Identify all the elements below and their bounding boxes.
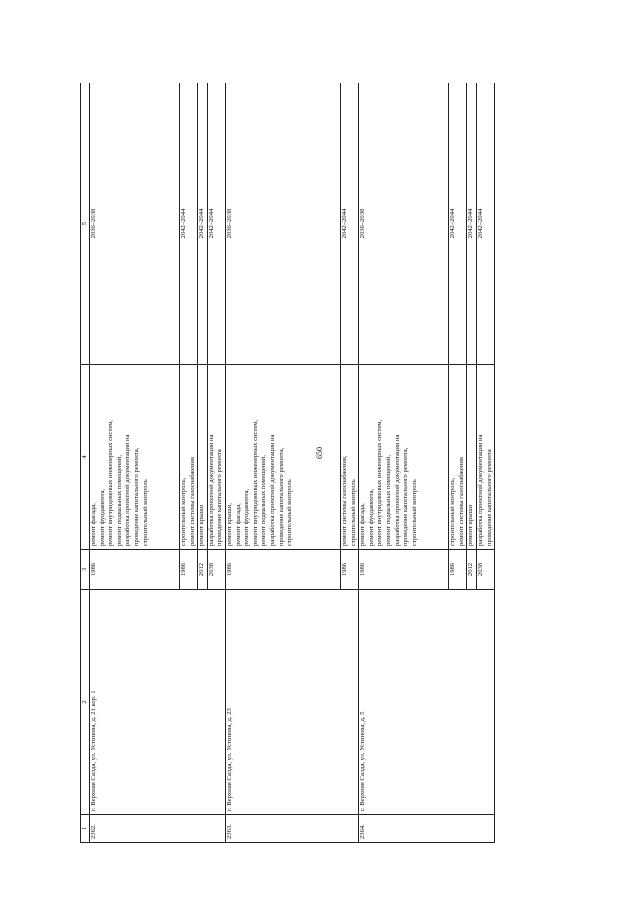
- work-item: разработка проектной документации на: [393, 434, 401, 546]
- period-cell: 2042–2044: [340, 83, 358, 365]
- work-item: ремонт системы газоснабжения,: [340, 455, 348, 546]
- period-cell: 2042–2044: [449, 83, 467, 365]
- work-item: строительный контроль,: [449, 477, 457, 546]
- period-cell: 2042–2044: [207, 83, 225, 365]
- work-item: ремонт крыши: [467, 504, 475, 546]
- row-number: 2363.: [225, 815, 358, 843]
- year-cell: 1986: [449, 550, 467, 590]
- year-cell: 2012: [198, 550, 208, 590]
- row-number: 2362.: [90, 815, 226, 843]
- work-item: строительный контроль: [349, 479, 357, 546]
- work-item: ремонт фасада,: [234, 503, 242, 546]
- work-item: разработка проектной документации на: [268, 434, 276, 546]
- address-cell: г. Верхняя Салда, ул. Устинова, д. 5: [359, 590, 495, 815]
- work-item: проведение капитального ремонта,: [277, 447, 285, 546]
- table-body: [90, 83, 495, 843]
- work-item: разработка проектной документации на: [207, 434, 215, 546]
- period-cell: 2042–2044: [180, 83, 198, 365]
- work-item: ремонт подвальных помещений,: [115, 455, 123, 546]
- year-cell: 1986: [225, 550, 340, 590]
- work-item: ремонт системы газоснабжения: [457, 457, 465, 546]
- rotated-table-wrapper: [80, 83, 520, 843]
- year-cell: 2012: [467, 550, 477, 590]
- works-cell: [198, 365, 208, 550]
- work-item: проведение капитального ремонта: [485, 449, 493, 546]
- works-cell: [225, 365, 340, 550]
- work-item: ремонт подвальных помещений,: [384, 455, 392, 546]
- period-cell: 2036–2038: [359, 83, 449, 365]
- work-item: строительный контроль,: [180, 477, 187, 546]
- header-row: [81, 83, 90, 843]
- period-cell: 2042–2044: [476, 83, 494, 365]
- work-item: ремонт внутридомовых инженерных систем,: [251, 419, 259, 546]
- table-container: [80, 83, 520, 843]
- work-item: ремонт подвальных помещений,: [260, 455, 268, 546]
- table-row: [90, 83, 180, 843]
- work-item: проведение капитального ремонта: [216, 449, 224, 546]
- header-col-5: 5: [81, 83, 90, 365]
- address-cell: г. Верхняя Салда, ул. Устинова, д. 23: [225, 590, 358, 815]
- work-item: ремонт крыши,: [225, 503, 233, 546]
- year-cell: 1986: [180, 550, 198, 590]
- table-row: [359, 83, 449, 843]
- work-item: проведение капитального ремонта,: [132, 447, 140, 546]
- work-item: проведение капитального ремонта,: [402, 447, 410, 546]
- header-col-3: 3: [81, 550, 90, 590]
- period-cell: 2036–2038: [225, 83, 340, 365]
- work-item: ремонт фундамента,: [98, 488, 106, 546]
- work-item: строительный контроль: [141, 479, 149, 546]
- repair-schedule-table: [80, 83, 495, 843]
- year-cell: 2038: [476, 550, 494, 590]
- work-item: разработка проектной документации на: [124, 434, 132, 546]
- work-item: ремонт крыши: [198, 504, 206, 546]
- header-col-2: 2: [81, 590, 90, 815]
- year-cell: 2038: [207, 550, 225, 590]
- year-cell: 1986: [90, 550, 180, 590]
- header-col-4: 4: [81, 365, 90, 550]
- works-cell: [340, 365, 358, 550]
- works-cell: [359, 365, 449, 550]
- year-cell: 1986: [340, 550, 358, 590]
- works-cell: [449, 365, 467, 550]
- work-item: ремонт фасада,: [359, 503, 367, 546]
- row-number: 2364.: [359, 815, 495, 843]
- work-item: ремонт фундамента,: [367, 488, 375, 546]
- table-row: [225, 83, 340, 843]
- period-cell: 2042–2044: [198, 83, 208, 365]
- works-cell: [207, 365, 225, 550]
- address-cell: г. Верхняя Салда, ул. Устинова, д. 21 кор. 1: [90, 590, 226, 815]
- work-item: ремонт фундамента,: [243, 488, 251, 546]
- work-item: строительный контроль: [410, 479, 418, 546]
- works-cell: [467, 365, 477, 550]
- works-cell: [90, 365, 180, 550]
- works-cell: [476, 365, 494, 550]
- work-item: ремонт внутридомовых инженерных систем,: [107, 419, 115, 546]
- works-cell: [180, 365, 198, 550]
- work-item: ремонт системы газоснабжения: [188, 457, 196, 546]
- year-cell: 1986: [359, 550, 449, 590]
- page-number: 650: [315, 447, 324, 459]
- period-cell: 2042–2044: [467, 83, 477, 365]
- header-col-1: 1: [81, 815, 90, 843]
- work-item: ремонт внутридомовых инженерных систем,: [376, 419, 384, 546]
- period-cell: 2036–2038: [90, 83, 180, 365]
- work-item: ремонт фасада,: [90, 503, 97, 546]
- work-item: разработка проектной документации на: [476, 434, 484, 546]
- work-item: строительный контроль: [286, 479, 294, 546]
